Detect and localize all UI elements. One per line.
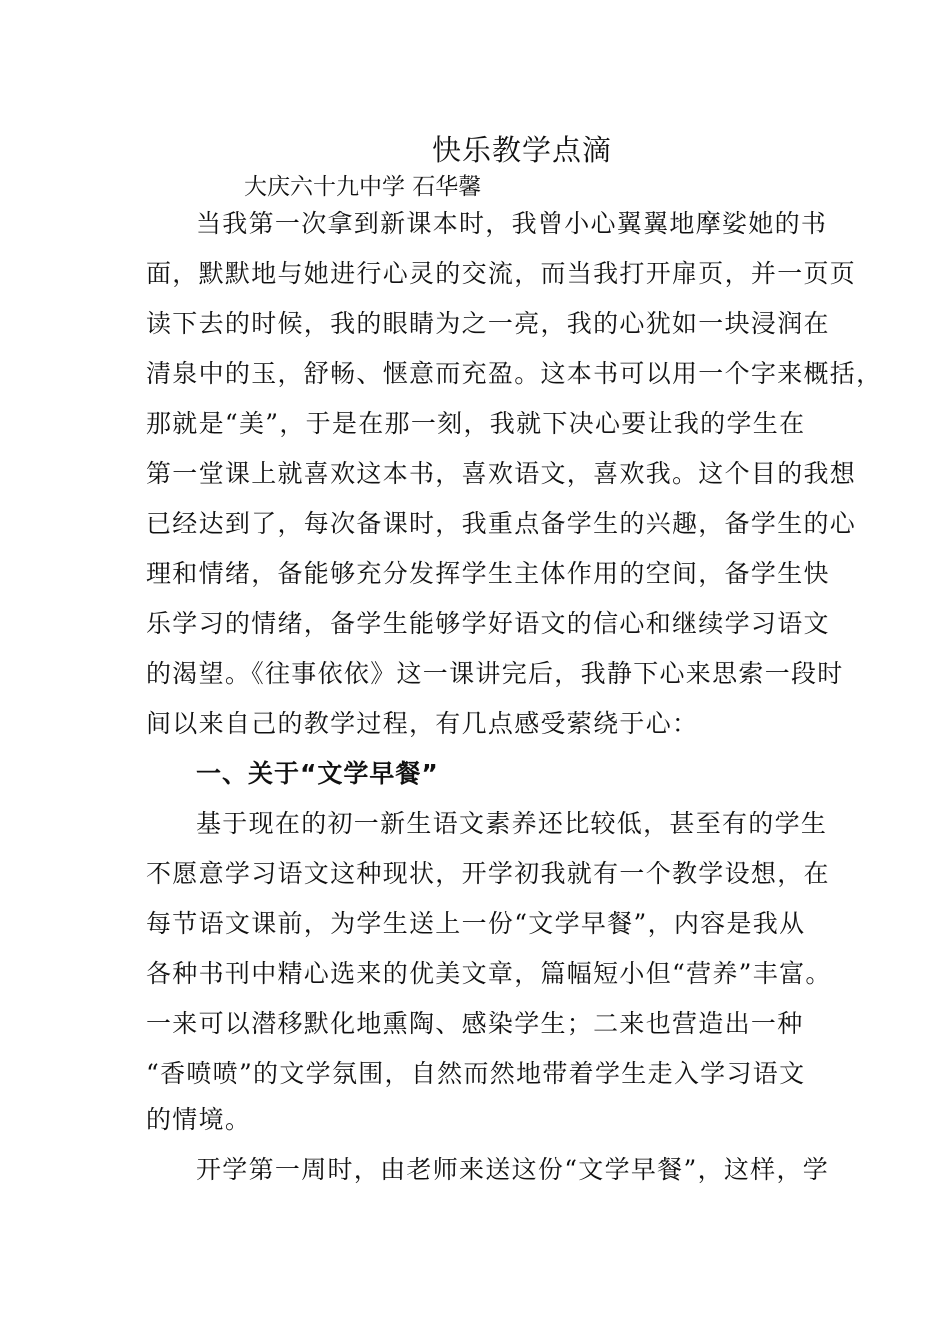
paragraph-2-line: 各种书刊中精心选来的优美文章，篇幅短小但“营养”丰富。 xyxy=(146,959,832,988)
paragraph-2-line: 一来可以潜移默化地熏陶、感染学生；二来也营造出一种 xyxy=(146,1009,804,1038)
paragraph-1-line: 清泉中的玉，舒畅、惬意而充盈。这本书可以用一个字来概括， xyxy=(146,359,883,388)
document-title: 快乐教学点滴 xyxy=(432,133,613,167)
paragraph-1-line: 当我第一次拿到新课本时，我曾小心翼翼地摩娑她的书 xyxy=(196,209,828,238)
paragraph-2-line: “香喷喷”的文学氛围，自然而然地带着学生走入学习语文 xyxy=(146,1059,806,1088)
paragraph-1-line: 那就是“美”，于是在那一刻，我就下决心要让我的学生在 xyxy=(146,409,806,438)
paragraph-1-line: 第一堂课上就喜欢这本书，喜欢语文，喜欢我。这个目的我想 xyxy=(146,459,857,488)
paragraph-2-line: 的情境。 xyxy=(146,1105,252,1134)
section-heading: 一、关于“文学早餐” xyxy=(196,759,439,788)
paragraph-1-line: 理和情绪，备能够充分发挥学生主体作用的空间，备学生快 xyxy=(146,559,830,588)
paragraph-2-line: 不愿意学习语文这种现状，开学初我就有一个教学设想，在 xyxy=(146,859,830,888)
paragraph-1-line: 的渴望。《往事依依》这一课讲完后，我静下心来思索一段时 xyxy=(146,659,844,688)
paragraph-1-line: 已经达到了，每次备课时，我重点备学生的兴趣，备学生的心 xyxy=(146,509,857,538)
author-line: 大庆六十九中学 石华馨 xyxy=(244,174,482,200)
paragraph-3-line: 开学第一周时，由老师来送这份“文学早餐”，这样，学 xyxy=(196,1155,830,1184)
paragraph-1-line: 面，默默地与她进行心灵的交流，而当我打开扉页，并一页页 xyxy=(146,259,857,288)
paragraph-2-line: 每节语文课前，为学生送上一份“文学早餐”，内容是我从 xyxy=(146,909,806,938)
paragraph-1-line: 读下去的时候，我的眼睛为之一亮，我的心犹如一块浸润在 xyxy=(146,309,830,338)
paragraph-2-line: 基于现在的初一新生语文素养还比较低，甚至有的学生 xyxy=(196,809,828,838)
paragraph-1-line: 乐学习的情绪，备学生能够学好语文的信心和继续学习语文 xyxy=(146,609,830,638)
paragraph-1-line: 间以来自己的教学过程，有几点感受萦绕于心： xyxy=(146,709,699,738)
